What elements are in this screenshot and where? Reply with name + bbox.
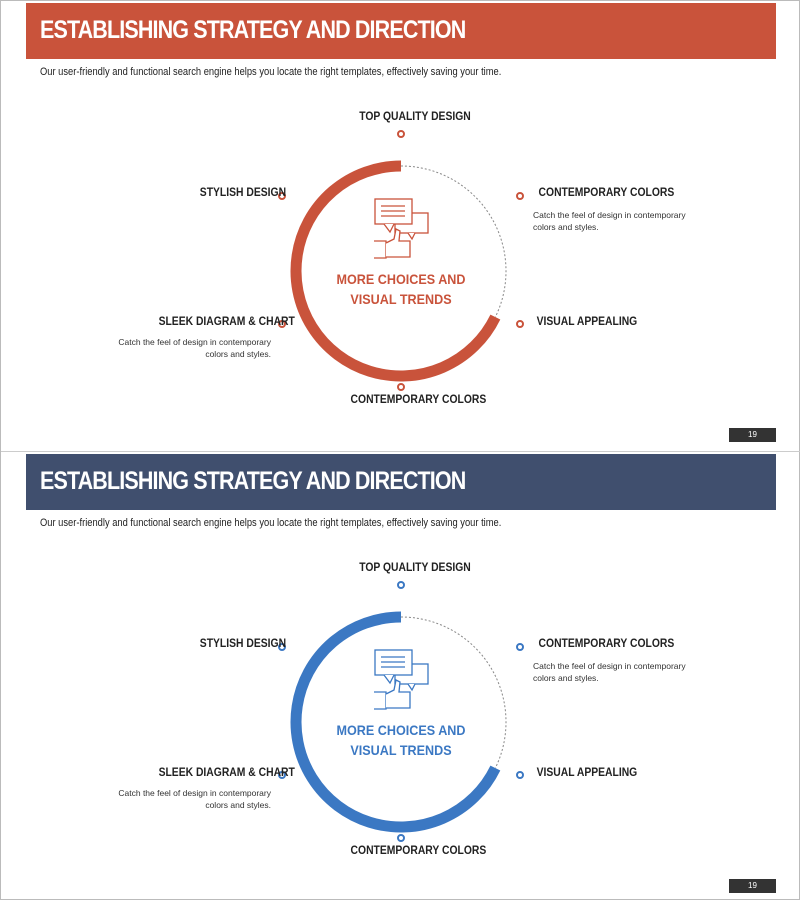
- marker-bottom: [398, 835, 404, 841]
- label-visual-appealing: VISUAL APPEALING: [536, 316, 638, 328]
- label-visual-appealing: VISUAL APPEALING: [536, 767, 638, 779]
- marker-contemporary: [517, 644, 523, 650]
- thumbs-up-chat-icon: [374, 199, 428, 258]
- thumbs-up-chat-icon: [374, 650, 428, 709]
- center-title-line1: MORE CHOICES AND: [336, 271, 466, 287]
- label-top-quality-design: TOP QUALITY DESIGN: [359, 562, 471, 574]
- label-contemporary-colors-bottom: CONTEMPORARY COLORS: [350, 394, 487, 406]
- label-contemporary-colors: CONTEMPORARY COLORS: [538, 187, 675, 199]
- slide: [1, 451, 800, 902]
- desc-sleek-diagram: Catch the feel of design in contemporary colors and styles.: [118, 788, 271, 810]
- label-contemporary-colors-bottom: CONTEMPORARY COLORS: [350, 845, 487, 857]
- label-stylish-design: STYLISH DESIGN: [199, 638, 287, 650]
- desc-contemporary-colors: Catch the feel of design in contemporary colors and styles.: [533, 661, 686, 683]
- slide: [1, 1, 800, 451]
- page-number: 19: [729, 428, 776, 442]
- center-title-line2: VISUAL TRENDS: [350, 291, 452, 307]
- desc-sleek-diagram: Catch the feel of design in contemporary colors and styles.: [118, 337, 271, 359]
- marker-contemporary: [517, 193, 523, 199]
- center-title-line1: MORE CHOICES AND: [336, 722, 466, 738]
- marker-visual: [517, 772, 523, 778]
- center-title: [329, 269, 473, 309]
- label-sleek-diagram: SLEEK DIAGRAM & CHART: [158, 316, 295, 328]
- label-top-quality-design: TOP QUALITY DESIGN: [359, 111, 471, 123]
- marker-bottom: [398, 384, 404, 390]
- label-sleek-diagram: SLEEK DIAGRAM & CHART: [158, 767, 295, 779]
- label-contemporary-colors: CONTEMPORARY COLORS: [538, 638, 675, 650]
- slide-title: ESTABLISHING STRATEGY AND DIRECTION: [40, 467, 466, 495]
- center-title-line2: VISUAL TRENDS: [350, 742, 452, 758]
- slide-subtitle: Our user-friendly and functional search engine helps you locate the right templates, effectively saving your time.: [40, 517, 502, 529]
- slide-title: ESTABLISHING STRATEGY AND DIRECTION: [40, 16, 466, 44]
- marker-top: [398, 131, 404, 137]
- desc-contemporary-colors: Catch the feel of design in contemporary colors and styles.: [533, 210, 686, 232]
- slide-subtitle: Our user-friendly and functional search engine helps you locate the right templates, effectively saving your time.: [40, 66, 502, 78]
- label-stylish-design: STYLISH DESIGN: [199, 187, 287, 199]
- page-number: 19: [729, 879, 776, 893]
- marker-top: [398, 582, 404, 588]
- center-title: [329, 720, 473, 760]
- marker-visual: [517, 321, 523, 327]
